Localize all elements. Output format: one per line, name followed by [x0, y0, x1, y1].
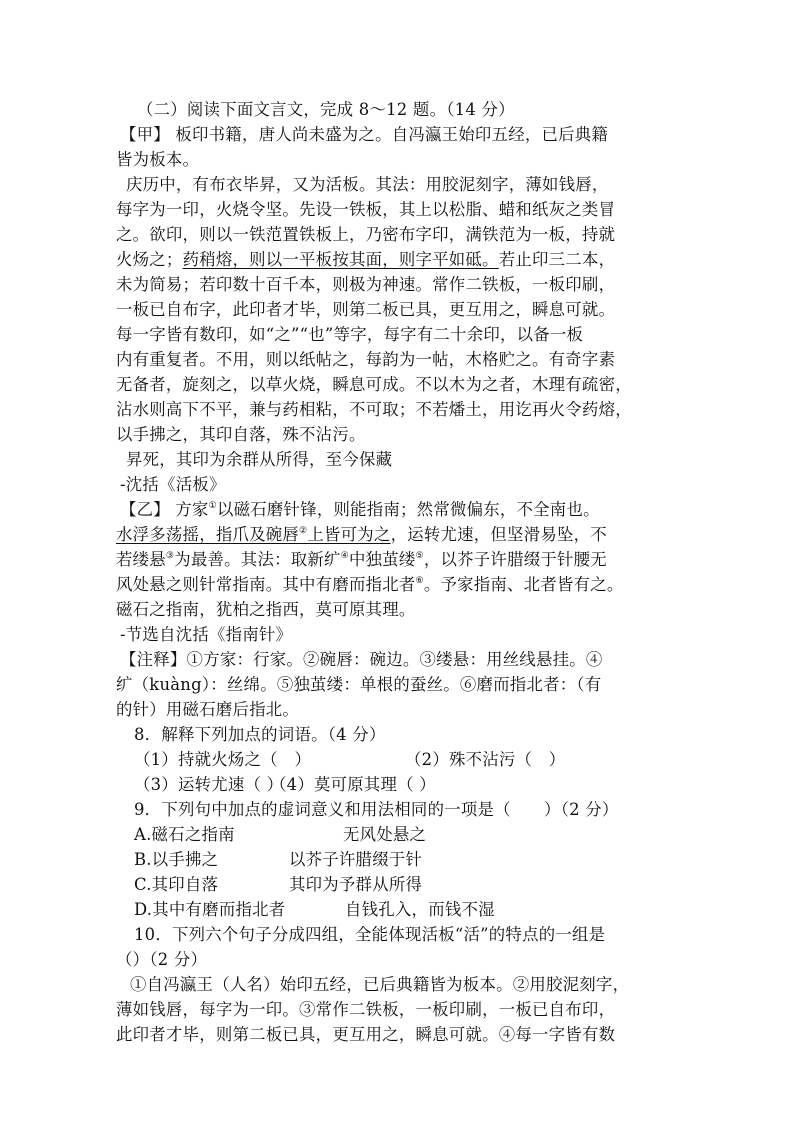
text-line: 未为简易；若印数十百千本，则极为神速。常作二铁板，一板印刷， [116, 275, 616, 294]
text-line [116, 247, 686, 272]
text-line: 之。欲印，则以一铁范置铁板上，乃密布字印，满铁范为一板，持就 [116, 225, 616, 244]
text-line [120, 497, 690, 522]
source-attribution: -节选自沈括《指南针》 [120, 625, 293, 644]
text-segment: 以磁石磨针锋，则能指南；然常微偏东，不全南也。 [217, 500, 600, 519]
text-line: 磁石之指南，犹柏之指西，莫可原其理。 [116, 600, 416, 619]
question-8: 8．解释下列加点的词语。（4 分） [134, 725, 386, 744]
question-8-item: （4）莫可原其理（ ） [270, 775, 436, 794]
text-line: 庆历中，有布衣毕昇，又为活板。其法：用胶泥刻字，薄如钱唇， [126, 175, 609, 194]
text-line: 【甲】 板印书籍，唐人尚未盛为之。自冯瀛王始印五经，已后典籍 [120, 125, 609, 144]
text-line: 薄如钱唇，每字为一印。③常作二铁板，一板印刷，一板已自布印， [116, 1000, 616, 1019]
footnote-marker: ③ [165, 551, 175, 561]
question-8-item: （3）运转尤速（ ） [134, 775, 284, 794]
option-d-pair: 自钱孔入，而钱不湿 [345, 900, 495, 919]
footnote-marker: ④ [340, 551, 349, 561]
text-line [116, 547, 686, 572]
question-10: 10．下列六个句子分成四组，全能体现活板“活”的特点的一组是 [134, 925, 606, 944]
question-9: 9．下列句中加点的虚词意义和用法相同的一项是（ ）（2 分） [134, 800, 619, 819]
text-segment: 上皆可为之 [307, 525, 391, 544]
footnote-marker: ② [299, 526, 308, 536]
text-segment: 。予家指南、北者皆有之。 [423, 575, 624, 594]
text-line: 皆为板本。 [116, 150, 200, 169]
option-d: D.其中有磨而指北者 [134, 900, 286, 919]
text-line: 每字为一印，火烧令坚。先设一铁板，其上以松脂、蜡和纸灰之类冒 [116, 200, 616, 219]
option-b-pair: 以芥子许腊缀于针 [289, 850, 423, 869]
text-segment: ，以芥子许腊缀于针腰无 [423, 550, 607, 569]
footnote-marker: ① [208, 501, 217, 511]
text-segment: 若缕悬 [116, 550, 166, 569]
text-line: 此印者才毕，则第二板已具，更互用之，瞬息可就。④每一字皆有数 [116, 1025, 616, 1044]
option-c-pair: 其印为予群从所得 [289, 875, 423, 894]
text-segment: 若止印三二本， [498, 250, 616, 269]
question-8-item: （2）殊不沾污（ ） [405, 750, 566, 769]
text-segment: 为最善。其法：取新纩 [174, 550, 341, 569]
annotation-line: 的针）用磁石磨后指北。 [116, 700, 300, 719]
text-segment: 中独茧缕 [348, 550, 416, 569]
text-segment: 火炀之； [116, 250, 183, 269]
option-a: A.磁石之指南 [134, 825, 235, 844]
option-b: B.以手拂之 [134, 850, 219, 869]
option-c: C.其印自落 [134, 875, 219, 894]
underlined-sentence [116, 525, 391, 544]
question-8-item: （1）持就火炀之（ ） [134, 750, 312, 769]
question-10: （）（2 分） [116, 950, 208, 969]
footnote-marker: ⑤ [415, 551, 424, 561]
text-segment: 【乙】 方家 [120, 500, 209, 519]
text-line: 内有重复者。不用，则以纸帖之，每韵为一帖，木格贮之。有奇字素 [116, 350, 616, 369]
option-a-pair: 无风处悬之 [343, 825, 427, 844]
text-line: 以手拂之，其印自落，殊不沾污。 [116, 425, 366, 444]
text-line: 无备者，旋刻之，以草火烧，瞬息可成。不以木为之者，木理有疏密， [116, 375, 632, 394]
text-line: ①自冯瀛王（人名）始印五经，已后典籍皆为板本。②用胶泥刻字， [130, 975, 630, 994]
text-segment: 风处悬之则针常指南。其中有磨而指北者 [116, 575, 416, 594]
source-attribution: -沈括《活板》 [120, 475, 226, 494]
footnote-marker: ⑥ [415, 576, 424, 586]
annotation-line: 纩（kuàng）：丝绵。⑤独茧缕：单根的蚕丝。⑥磨而指北者：（有 [116, 675, 602, 694]
section-heading: （二）阅读下面文言文，完成 8～12 题。（14 分） [137, 100, 515, 119]
text-segment: ，运转尤速，但坚滑易坠，不 [390, 525, 607, 544]
text-segment: 水浮多荡摇，指爪及碗唇 [116, 525, 300, 544]
annotation-line: 【注释】①方家：行家。②碗唇：碗边。③缕悬：用丝线悬挂。④ [120, 650, 603, 669]
text-line: 一板已自布字，此印者才毕，则第二板已具，更互用之，瞬息可就。 [116, 300, 616, 319]
underlined-sentence: 药稍熔，则以一平板按其面，则字平如砥。 [182, 250, 499, 269]
text-line: 昇死，其印为余群从所得，至今保藏 [126, 450, 393, 469]
text-line [116, 522, 686, 547]
text-line [116, 572, 686, 597]
text-line: 沾水则高下不平，兼与药相粘，不可取；不若燔土，用讫再火令药熔， [116, 400, 632, 419]
text-line: 每一字皆有数印，如“之”“也”等字，每字有二十余印，以备一板 [116, 325, 584, 344]
